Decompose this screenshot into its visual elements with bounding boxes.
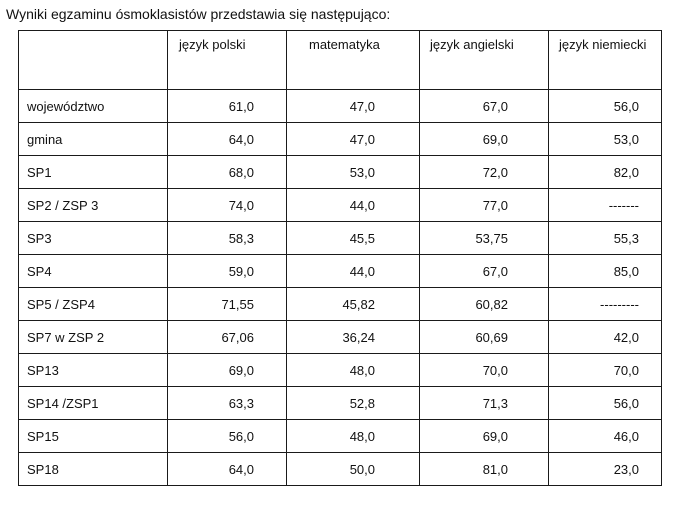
header-row bbox=[19, 31, 662, 90]
cell-matematyka: 53,0 bbox=[287, 156, 420, 189]
cell-jezyk-angielski: 71,3 bbox=[420, 387, 549, 420]
cell-jezyk-niemiecki: 56,0 bbox=[549, 90, 662, 123]
cell-jezyk-polski: 74,0 bbox=[168, 189, 287, 222]
table-row bbox=[19, 387, 662, 420]
table-row bbox=[19, 156, 662, 189]
table-row bbox=[19, 123, 662, 156]
cell-jezyk-angielski: 69,0 bbox=[420, 420, 549, 453]
cell-jezyk-niemiecki: --------- bbox=[549, 288, 662, 321]
column-header-matematyka: matematyka bbox=[287, 31, 420, 90]
cell-jezyk-angielski: 77,0 bbox=[420, 189, 549, 222]
cell-matematyka: 45,5 bbox=[287, 222, 420, 255]
cell-jezyk-niemiecki: 46,0 bbox=[549, 420, 662, 453]
cell-jezyk-angielski: 72,0 bbox=[420, 156, 549, 189]
cell-jezyk-niemiecki: 82,0 bbox=[549, 156, 662, 189]
cell-matematyka: 36,24 bbox=[287, 321, 420, 354]
cell-matematyka: 52,8 bbox=[287, 387, 420, 420]
table-row bbox=[19, 255, 662, 288]
results-table bbox=[18, 30, 662, 486]
cell-jezyk-angielski: 69,0 bbox=[420, 123, 549, 156]
cell-jezyk-niemiecki: 23,0 bbox=[549, 453, 662, 486]
cell-jezyk-polski: 61,0 bbox=[168, 90, 287, 123]
cell-jezyk-angielski: 60,82 bbox=[420, 288, 549, 321]
cell-matematyka: 50,0 bbox=[287, 453, 420, 486]
cell-jezyk-niemiecki: 70,0 bbox=[549, 354, 662, 387]
cell-matematyka: 48,0 bbox=[287, 420, 420, 453]
row-label: SP5 / ZSP4 bbox=[19, 288, 168, 321]
cell-matematyka: 48,0 bbox=[287, 354, 420, 387]
row-label: gmina bbox=[19, 123, 168, 156]
cell-jezyk-polski: 64,0 bbox=[168, 123, 287, 156]
row-label: SP13 bbox=[19, 354, 168, 387]
cell-jezyk-polski: 71,55 bbox=[168, 288, 287, 321]
cell-jezyk-polski: 69,0 bbox=[168, 354, 287, 387]
cell-jezyk-niemiecki: 55,3 bbox=[549, 222, 662, 255]
table-body bbox=[19, 90, 662, 486]
table-row bbox=[19, 453, 662, 486]
cell-matematyka: 47,0 bbox=[287, 90, 420, 123]
cell-matematyka: 45,82 bbox=[287, 288, 420, 321]
table-row bbox=[19, 354, 662, 387]
cell-jezyk-polski: 63,3 bbox=[168, 387, 287, 420]
cell-jezyk-niemiecki: 56,0 bbox=[549, 387, 662, 420]
cell-jezyk-angielski: 67,0 bbox=[420, 255, 549, 288]
table-row bbox=[19, 288, 662, 321]
cell-jezyk-niemiecki: 42,0 bbox=[549, 321, 662, 354]
page-heading: Wyniki egzaminu ósmoklasistów przedstawia się następująco: bbox=[6, 6, 391, 22]
cell-jezyk-niemiecki: 85,0 bbox=[549, 255, 662, 288]
cell-jezyk-polski: 59,0 bbox=[168, 255, 287, 288]
cell-jezyk-polski: 68,0 bbox=[168, 156, 287, 189]
table-row bbox=[19, 90, 662, 123]
cell-jezyk-niemiecki: 53,0 bbox=[549, 123, 662, 156]
table-row bbox=[19, 222, 662, 255]
table-row bbox=[19, 420, 662, 453]
column-header-jezyk-angielski: język angielski bbox=[420, 31, 549, 90]
cell-jezyk-niemiecki: ------- bbox=[549, 189, 662, 222]
cell-matematyka: 47,0 bbox=[287, 123, 420, 156]
cell-matematyka: 44,0 bbox=[287, 189, 420, 222]
column-header-jezyk-polski: język polski bbox=[168, 31, 287, 90]
row-label: SP15 bbox=[19, 420, 168, 453]
cell-jezyk-polski: 64,0 bbox=[168, 453, 287, 486]
row-label: województwo bbox=[19, 90, 168, 123]
row-label: SP2 / ZSP 3 bbox=[19, 189, 168, 222]
cell-jezyk-angielski: 60,69 bbox=[420, 321, 549, 354]
cell-jezyk-angielski: 67,0 bbox=[420, 90, 549, 123]
column-header-jezyk-niemiecki: język niemiecki bbox=[549, 31, 662, 90]
row-label: SP7 w ZSP 2 bbox=[19, 321, 168, 354]
row-label: SP3 bbox=[19, 222, 168, 255]
cell-jezyk-polski: 58,3 bbox=[168, 222, 287, 255]
row-label: SP1 bbox=[19, 156, 168, 189]
cell-matematyka: 44,0 bbox=[287, 255, 420, 288]
column-header-name bbox=[19, 31, 168, 90]
cell-jezyk-angielski: 53,75 bbox=[420, 222, 549, 255]
row-label: SP14 /ZSP1 bbox=[19, 387, 168, 420]
cell-jezyk-polski: 67,06 bbox=[168, 321, 287, 354]
cell-jezyk-angielski: 70,0 bbox=[420, 354, 549, 387]
row-label: SP18 bbox=[19, 453, 168, 486]
cell-jezyk-angielski: 81,0 bbox=[420, 453, 549, 486]
table-row bbox=[19, 189, 662, 222]
cell-jezyk-polski: 56,0 bbox=[168, 420, 287, 453]
row-label: SP4 bbox=[19, 255, 168, 288]
table-row bbox=[19, 321, 662, 354]
